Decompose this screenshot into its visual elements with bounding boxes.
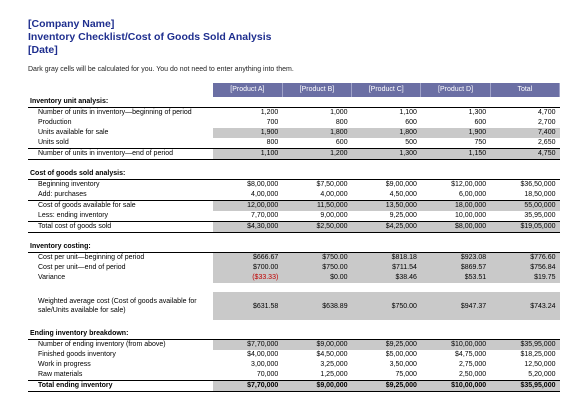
value-cell: $947.37 [421, 292, 490, 320]
table-row [28, 222, 560, 233]
value-cell: $2,50,000 [282, 222, 351, 233]
value-cell: 1,200 [282, 149, 351, 160]
row-label: Raw materials [38, 371, 83, 378]
table-row [28, 149, 560, 160]
spacer-cell [28, 160, 560, 170]
value-cell[interactable]: 2,650 [537, 139, 556, 146]
value-cell: $750.00 [282, 263, 351, 273]
value-cell: $666.67 [213, 253, 282, 264]
value-cell[interactable]: 18,50,000 [524, 191, 556, 198]
company-name: [Company Name] [28, 18, 115, 30]
value-cell: $35,95,000 [490, 381, 559, 392]
value-cell[interactable]: 1,100 [399, 109, 417, 116]
page-title: Inventory Checklist/Cost of Goods Sold Analysis [28, 31, 272, 43]
section-header-blank [421, 97, 490, 108]
value-cell: $4,30,000 [213, 222, 282, 233]
value-cell: 13,50,000 [352, 201, 421, 212]
column-header[interactable]: [Product B] [282, 83, 351, 97]
section-header-blank [213, 97, 282, 108]
value-cell: $19,05,000 [490, 222, 559, 233]
value-cell: 18,00,000 [421, 201, 490, 212]
value-cell: ($33.33) [213, 273, 282, 283]
section-header-blank [282, 169, 351, 180]
value-cell: 11,50,000 [282, 201, 351, 212]
value-cell[interactable]: 600 [335, 139, 348, 146]
value-cell[interactable]: 12,50,000 [524, 361, 556, 368]
value-cell: 55,00,000 [490, 201, 559, 212]
row-label: Less: ending inventory [38, 212, 109, 219]
value-cell[interactable]: 600 [474, 119, 487, 126]
value-cell: $711.54 [352, 263, 421, 273]
value-cell: $38.46 [352, 273, 421, 283]
value-cell[interactable]: $4,75,000 [455, 351, 487, 358]
table-row [28, 190, 560, 201]
row-label: Finished goods inventory [38, 351, 116, 358]
section-title: Ending inventory breakdown: [28, 329, 213, 340]
value-cell[interactable]: 10,00,000 [455, 212, 487, 219]
row-label: Work in progress [38, 361, 91, 368]
value-cell: 1,900 [213, 128, 282, 138]
table-row [28, 138, 560, 149]
table-row [28, 370, 560, 381]
corner-cell [28, 83, 213, 97]
row-label: Beginning inventory [38, 181, 100, 188]
section-header-blank [490, 329, 559, 340]
section-header-blank [490, 242, 559, 253]
value-cell: 1,800 [282, 128, 351, 138]
value-cell: $756.84 [490, 263, 559, 273]
value-cell[interactable]: $12,00,000 [451, 181, 487, 188]
row-label: Cost of goods available for sale [28, 201, 213, 212]
section-header-blank [352, 97, 421, 108]
value-cell: $4,25,000 [352, 222, 421, 233]
value-cell[interactable]: 70,000 [256, 371, 279, 378]
row-label: Units sold [38, 139, 69, 146]
value-cell: $750.00 [352, 292, 421, 320]
row-label: Variance [38, 274, 66, 281]
section-header-blank [213, 242, 282, 253]
value-cell: $869.57 [421, 263, 490, 273]
value-cell[interactable]: 7,70,000 [251, 212, 279, 219]
value-cell[interactable]: 700 [266, 119, 279, 126]
value-cell: $10,00,000 [421, 340, 490, 351]
instructions-note: Dark gray cells will be calculated for you. You do not need to enter anything into them. [28, 66, 294, 73]
section-header-blank [352, 242, 421, 253]
spacer-cell [28, 320, 560, 329]
section-header-blank [352, 169, 421, 180]
section-header-blank [213, 329, 282, 340]
value-cell[interactable]: 3,50,000 [389, 361, 417, 368]
value-cell: 1,900 [421, 128, 490, 138]
table-row [28, 108, 560, 119]
row-label: Add: purchases [38, 191, 87, 198]
value-cell[interactable]: 4,00,000 [320, 191, 348, 198]
value-cell[interactable]: 3,00,000 [251, 361, 279, 368]
value-cell[interactable]: 2,50,000 [458, 371, 487, 378]
value-cell: $776.60 [490, 253, 559, 264]
report-date: [Date] [28, 44, 58, 56]
value-cell: $0.00 [282, 273, 351, 283]
value-cell[interactable]: 1,200 [260, 109, 279, 116]
value-cell: $7,70,000 [213, 381, 282, 392]
value-cell[interactable]: 2,700 [537, 119, 556, 126]
value-cell: $743.24 [490, 292, 559, 320]
value-cell[interactable]: $7,50,000 [316, 181, 348, 188]
table-row [28, 360, 560, 370]
value-cell: $700.00 [213, 263, 282, 273]
value-cell[interactable]: $8,00,000 [247, 181, 279, 188]
spacer-row [28, 233, 560, 243]
column-header[interactable]: [Product A] [213, 83, 282, 97]
column-header[interactable]: [Product C] [352, 83, 421, 97]
value-cell: $9,25,000 [352, 340, 421, 351]
value-cell: 1,300 [352, 149, 421, 160]
column-header[interactable]: Total [490, 83, 559, 97]
row-label: Production [38, 119, 72, 126]
section-header-row [28, 97, 560, 108]
table-row [28, 180, 560, 191]
value-cell: 12,00,000 [213, 201, 282, 212]
section-header-blank [282, 329, 351, 340]
header-row [28, 83, 560, 97]
section-header-row [28, 242, 560, 253]
value-cell[interactable]: 4,700 [537, 109, 556, 116]
value-cell: $35,95,000 [490, 340, 559, 351]
row-label: Number of units in inventory—beginning of period [38, 109, 192, 116]
table-row [28, 273, 560, 283]
value-cell[interactable]: 9,00,000 [320, 212, 348, 219]
value-cell: $638.89 [282, 292, 351, 320]
table-row [28, 340, 560, 351]
value-cell[interactable]: 1,000 [330, 109, 348, 116]
value-cell: 1,800 [352, 128, 421, 138]
value-cell[interactable]: 6,00,000 [458, 191, 487, 198]
value-cell[interactable]: $4,50,000 [316, 351, 348, 358]
section-header-blank [421, 169, 490, 180]
value-cell[interactable]: 1,25,000 [320, 371, 348, 378]
value-cell: $923.08 [421, 253, 490, 264]
table-row [28, 263, 560, 273]
row-label: Number of units in inventory—end of period [28, 149, 213, 160]
value-cell: 1,150 [421, 149, 490, 160]
value-cell: $631.58 [213, 292, 282, 320]
value-cell[interactable]: $18,25,000 [520, 351, 556, 358]
value-cell[interactable]: $5,00,000 [385, 351, 417, 358]
spacer-row [28, 160, 560, 170]
table-row [28, 118, 560, 128]
value-cell[interactable]: $4,00,000 [247, 351, 279, 358]
table-row [28, 253, 560, 264]
value-cell: $8,00,000 [421, 222, 490, 233]
spacer-cell [28, 233, 560, 243]
value-cell: $53.51 [421, 273, 490, 283]
column-header[interactable]: [Product D] [421, 83, 490, 97]
value-cell[interactable]: 1,300 [468, 109, 487, 116]
value-cell: 4,750 [490, 149, 559, 160]
section-header-blank [352, 329, 421, 340]
value-cell[interactable]: 800 [335, 119, 348, 126]
spacer-cell [28, 283, 560, 292]
section-header-row [28, 329, 560, 340]
row-label: Weighted average cost (Cost of goods available for sale/Units available for sale) [38, 298, 197, 314]
table-row [28, 381, 560, 392]
inventory-table [28, 83, 560, 392]
section-header-blank [421, 329, 490, 340]
value-cell[interactable]: 4,00,000 [251, 191, 279, 198]
row-label: Total ending inventory [28, 381, 213, 392]
spacer-row [28, 283, 560, 292]
value-cell[interactable]: $36,50,000 [520, 181, 556, 188]
section-title: Inventory costing: [28, 242, 213, 253]
table-row [28, 201, 560, 212]
section-header-blank [421, 242, 490, 253]
value-cell[interactable]: 800 [266, 139, 279, 146]
section-header-blank [213, 169, 282, 180]
value-cell[interactable]: 4,50,000 [389, 191, 417, 198]
value-cell[interactable]: 750 [474, 139, 487, 146]
value-cell[interactable]: 3,25,000 [320, 361, 348, 368]
value-cell: $19.75 [490, 273, 559, 283]
section-header-blank [490, 97, 559, 108]
value-cell: 1,100 [213, 149, 282, 160]
value-cell: $9,25,000 [352, 381, 421, 392]
value-cell[interactable]: 500 [405, 139, 417, 146]
value-cell[interactable]: 5,20,000 [528, 371, 556, 378]
section-header-blank [282, 97, 351, 108]
spacer-row [28, 320, 560, 329]
value-cell: $7,70,000 [213, 340, 282, 351]
row-label: Number of ending inventory (from above) [38, 341, 166, 348]
section-header-blank [282, 242, 351, 253]
value-cell: $9,00,000 [282, 340, 351, 351]
value-cell: $818.18 [352, 253, 421, 264]
value-cell: $10,00,000 [421, 381, 490, 392]
row-label: Cost per unit—beginning of period [38, 254, 145, 261]
row-label: Cost per unit—end of period [38, 264, 126, 271]
value-cell[interactable]: 35,95,000 [524, 212, 556, 219]
section-title: Cost of goods sold analysis: [28, 169, 213, 180]
row-label: Units available for sale [38, 129, 109, 136]
table-row [28, 292, 560, 320]
value-cell[interactable]: 2,75,000 [458, 361, 487, 368]
value-cell: $9,00,000 [282, 381, 351, 392]
table-row [28, 350, 560, 360]
table-row [28, 128, 560, 138]
value-cell[interactable]: $9,00,000 [385, 181, 417, 188]
value-cell: 7,400 [490, 128, 559, 138]
value-cell[interactable]: 75,000 [395, 371, 417, 378]
section-header-blank [490, 169, 559, 180]
value-cell[interactable]: 9,25,000 [389, 212, 417, 219]
table-row [28, 211, 560, 222]
section-header-row [28, 169, 560, 180]
value-cell[interactable]: 600 [405, 119, 417, 126]
row-label: Total cost of goods sold [28, 222, 213, 233]
section-title: Inventory unit analysis: [28, 97, 213, 108]
value-cell: $750.00 [282, 253, 351, 264]
